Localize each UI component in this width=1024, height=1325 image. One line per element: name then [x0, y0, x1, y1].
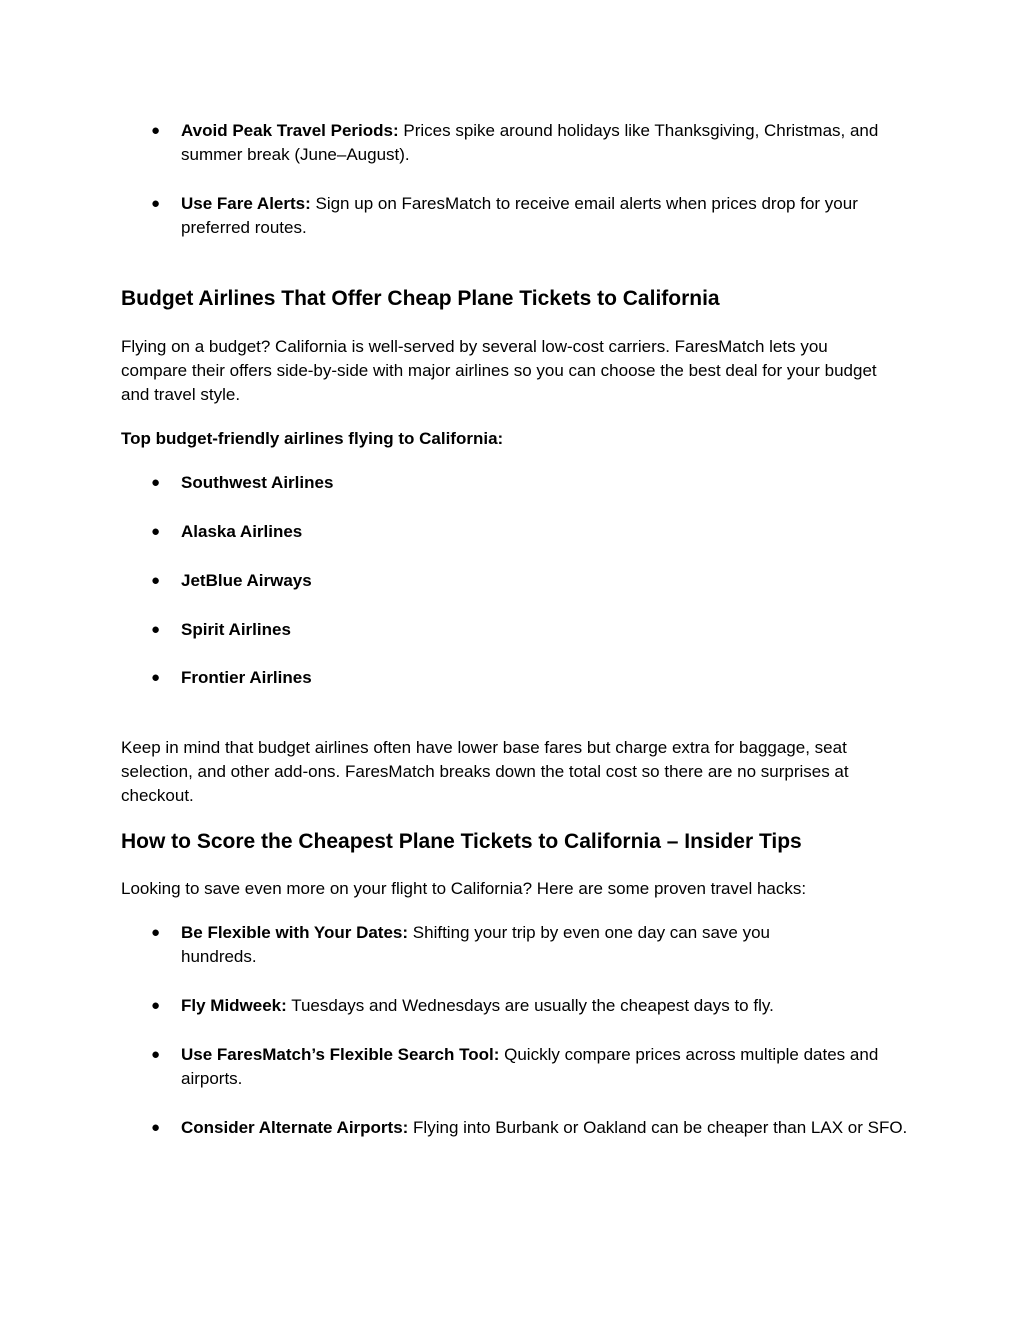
bullet-icon: ● — [151, 997, 161, 1014]
list-item-label: Use Fare Alerts: — [181, 194, 311, 213]
airline-name: Southwest Airlines — [181, 473, 334, 492]
bullet-icon: ● — [151, 572, 161, 589]
section-intro: Looking to save even more on your flight to California? Here are some proven travel hacks: — [121, 879, 807, 898]
list-item-text: Tuesdays and Wednesdays are usually the cheapest days to fly. — [286, 996, 774, 1015]
section-heading: How to Score the Cheapest Plane Tickets to California – Insider Tips — [121, 830, 802, 853]
list-item-text: Prices spike around holidays like Thanksgiving, Christmas, and summer break (June–August). — [181, 121, 879, 164]
airline-name: Spirit Airlines — [181, 620, 291, 639]
section-intro: Flying on a budget? California is well-served by several low-cost carriers. FaresMatch lets you compare their offers side-by-side with major airlines so you can choose the best deal for your budget and travel style. — [121, 337, 877, 404]
bullet-icon: ● — [151, 621, 161, 638]
list-item-label: Fly Midweek: — [181, 996, 287, 1015]
list-item-text: Flying into Burbank or Oakland can be cheaper than LAX or SFO. — [408, 1118, 908, 1137]
list-item-text: Quickly compare prices across multiple dates and airports. — [181, 1045, 879, 1088]
bullet-icon: ● — [151, 122, 161, 139]
list-item-label: Be Flexible with Your Dates: — [181, 923, 409, 942]
list-item-text: Shifting your trip by even one day can save you hundreds. — [181, 923, 770, 966]
bullet-icon: ● — [151, 523, 161, 540]
list-subheading: Top budget-friendly airlines flying to California: — [121, 429, 504, 448]
list-item-text: Sign up on FaresMatch to receive email alerts when prices drop for your preferred routes. — [181, 194, 858, 237]
bullet-icon: ● — [151, 195, 161, 212]
section-note: Keep in mind that budget airlines often have lower base fares but charge extra for baggage, seat selection, and other add-ons. FaresMatch breaks down the total cost so there are no surprises at checkout. — [121, 738, 849, 805]
bullet-icon: ● — [151, 474, 161, 491]
airline-name: Frontier Airlines — [181, 668, 312, 687]
bullet-icon: ● — [151, 924, 161, 941]
list-item-label: Consider Alternate Airports: — [181, 1118, 409, 1137]
airline-name: Alaska Airlines — [181, 522, 303, 541]
list-item-label: Use FaresMatch’s Flexible Search Tool: — [181, 1045, 500, 1064]
bullet-icon: ● — [151, 669, 161, 686]
airline-name: JetBlue Airways — [181, 571, 312, 590]
section-heading: Budget Airlines That Offer Cheap Plane Tickets to California — [121, 287, 720, 310]
list-item-label: Avoid Peak Travel Periods: — [181, 121, 399, 140]
bullet-icon: ● — [151, 1046, 161, 1063]
bullet-icon: ● — [151, 1119, 161, 1136]
